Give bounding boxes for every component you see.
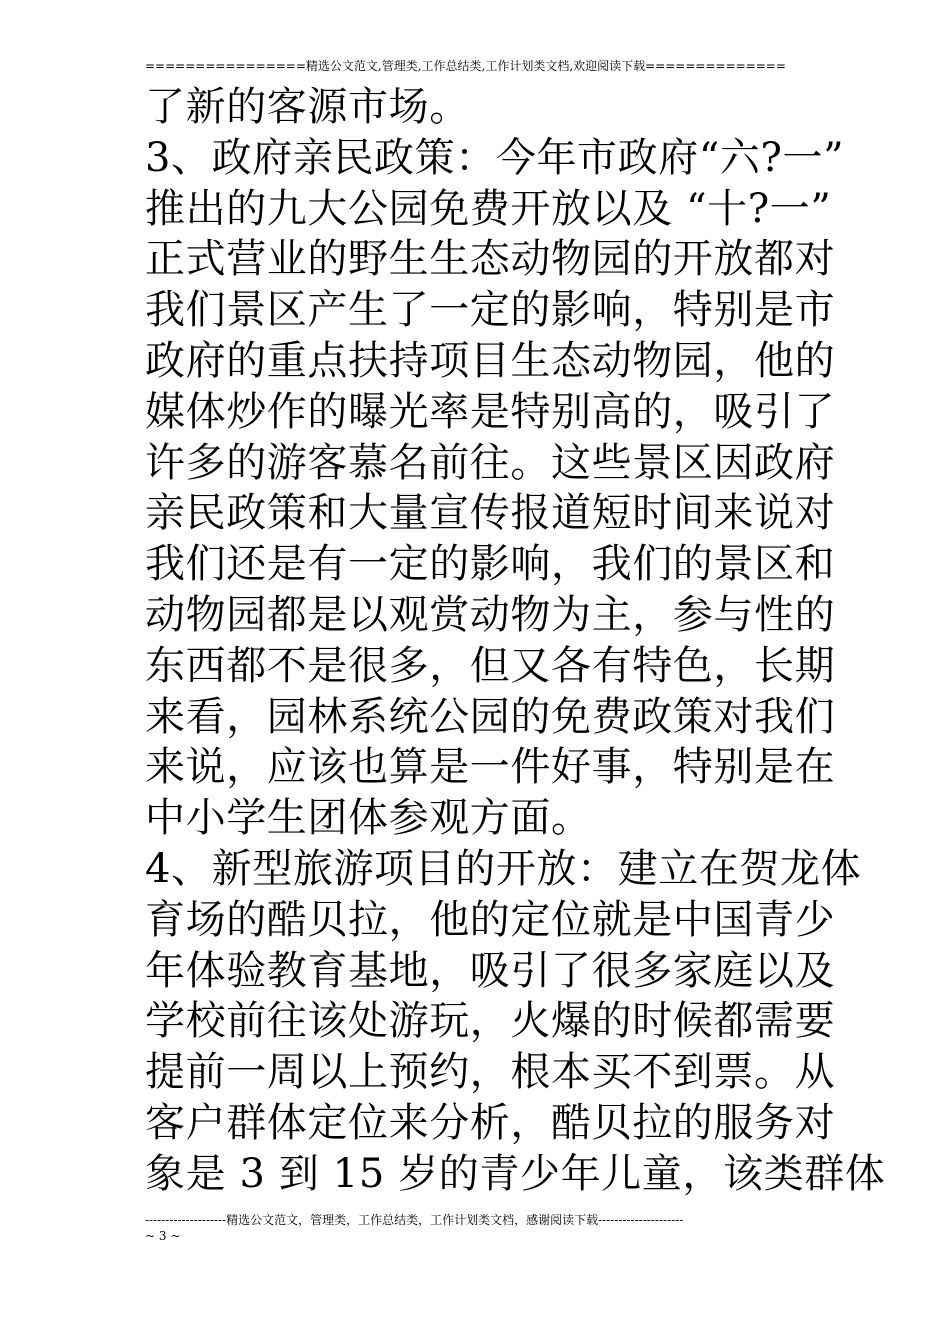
- page-header: ================精选公文范文,管理类,工作总结类,工作计划类文档,欢迎阅读下载==============: [145, 59, 786, 73]
- text-line: 3、政府亲民政策：今年市政府“六?一”: [145, 134, 845, 181]
- text-line: 4、新型旅游项目的开放：建立在贺龙体: [145, 845, 862, 892]
- text-line: 我们景区产生了一定的影响，特别是市: [145, 287, 836, 334]
- text-line: 政府的重点扶持项目生态动物园，他的: [145, 337, 836, 384]
- text-line: 中小学生团体参观方面。: [145, 795, 592, 842]
- page-footer: --------------------精选公文范文，管理类，工作总结类，工作计划类文档，感谢阅读下载---------------------: [145, 1213, 684, 1227]
- text-line: 来看，园林系统公园的免费政策对我们: [145, 693, 836, 740]
- text-line: 年体验教育基地，吸引了很多家庭以及: [145, 947, 836, 994]
- page-number: ~ 3 ~: [145, 1229, 181, 1243]
- text-line: 推出的九大公园免费开放以及 “十?一”: [145, 185, 832, 232]
- document-body: [145, 82, 886, 1200]
- text-line: 正式营业的野生生态动物园的开放都对: [145, 236, 836, 283]
- text-line: 象是 3 到 15 岁的青少年儿童，该类群体: [145, 1150, 886, 1197]
- text-line: 育场的酷贝拉，他的定位就是中国青少: [145, 896, 836, 943]
- text-line: 媒体炒作的曝光率是特别高的，吸引了: [145, 388, 836, 435]
- text-line: 动物园都是以观赏动物为主，参与性的: [145, 591, 836, 638]
- text-line: 学校前往该处游玩，火爆的时候都需要: [145, 998, 836, 1045]
- text-line: 提前一周以上预约，根本买不到票。从: [145, 1049, 836, 1096]
- text-line: 我们还是有一定的影响，我们的景区和: [145, 541, 836, 588]
- text-line: 东西都不是很多，但又各有特色，长期: [145, 642, 836, 689]
- text-line: 了新的客源市场。: [145, 84, 470, 130]
- text-line: 亲民政策和大量宣传报道短时间来说对: [145, 490, 836, 537]
- text-line: 客户群体定位来分析，酷贝拉的服务对: [145, 1099, 836, 1146]
- text-line: 来说，应该也算是一件好事，特别是在: [145, 744, 836, 791]
- text-line: 许多的游客慕名前往。这些景区因政府: [145, 439, 836, 486]
